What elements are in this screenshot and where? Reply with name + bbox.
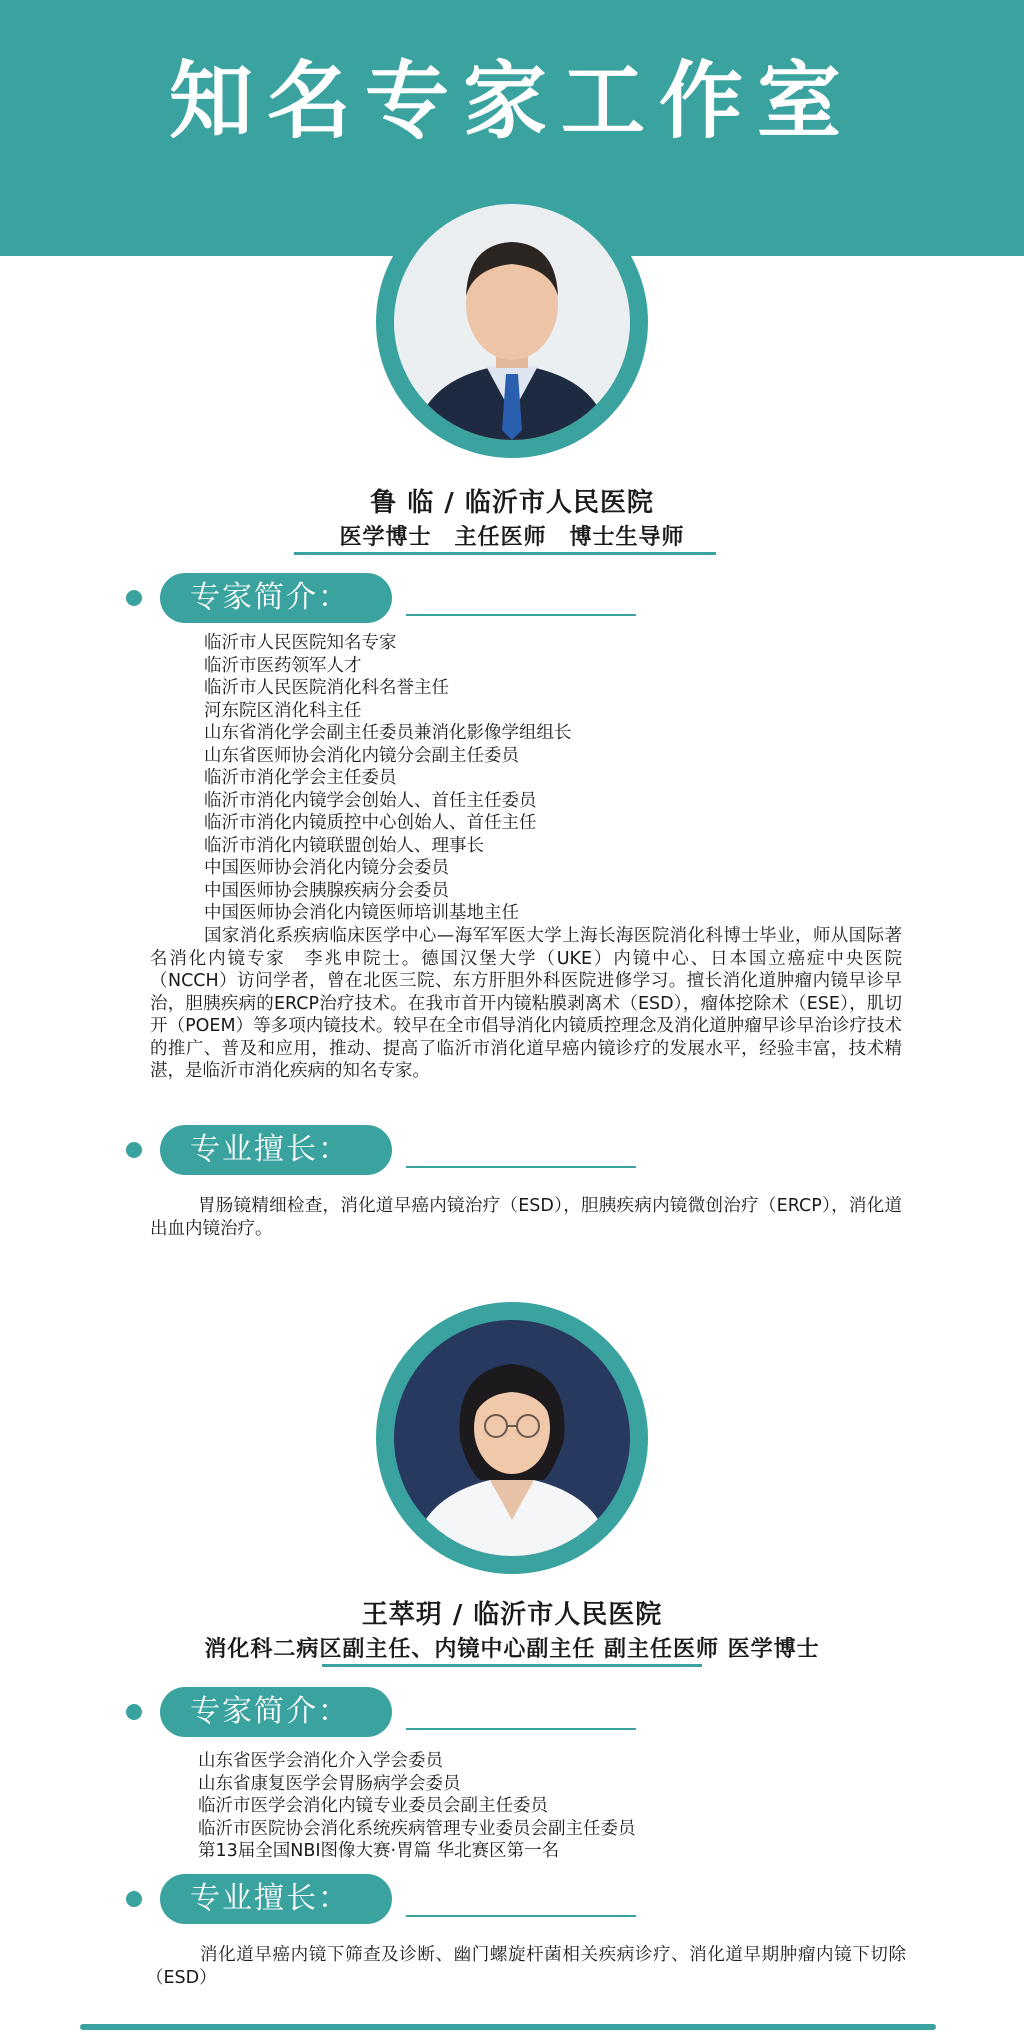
expert-2-specialty-heading: 专业擅长： (160, 1874, 392, 1924)
list-item: 山东省康复医学会胃肠病学会委员 (198, 1773, 461, 1794)
expert-2-underline (322, 1664, 702, 1667)
list-item: 临沂市消化内镜联盟创始人、理事长 (204, 835, 484, 856)
list-item: 中国医师协会消化内镜分会委员 (204, 858, 449, 878)
list-item: 临沂市医院协会消化系统疾病管理专业委员会副主任委员 (198, 1818, 636, 1839)
list-item: 山东省消化学会副主任委员兼消化影像学组组长 (204, 723, 572, 743)
list-item: 临沂市人民医院消化科名誉主任 (204, 678, 449, 698)
list-item: 临沂市医学会消化内镜专业委员会副主任委员 (198, 1796, 548, 1816)
expert-2-intro-heading: 专家简介： (160, 1687, 392, 1737)
expert-2-intro-list (198, 1750, 636, 1863)
list-item: 山东省医师协会消化内镜分会副主任委员 (204, 745, 519, 766)
dot-icon (126, 1142, 142, 1158)
expert-2-specialty-rule (406, 1915, 636, 1917)
list-item: 临沂市消化学会主任委员 (204, 768, 397, 788)
expert-2-intro-rule (406, 1728, 636, 1730)
list-item: 山东省医学会消化介入学会委员 (198, 1751, 443, 1771)
expert-1-portrait (394, 204, 630, 440)
expert-1-specialty-heading: 专业擅长： (160, 1125, 392, 1175)
bottom-rule (80, 2024, 936, 2030)
list-item: 临沂市人民医院知名专家 (204, 633, 397, 653)
expert-1-specialty-paragraph: 胃肠镜精细检查，消化道早癌内镜治疗（ESD），胆胰疾病内镜微创治疗（ERCP），消化道出血内镜治疗。 (150, 1196, 902, 1239)
expert-1-underline (294, 552, 716, 555)
list-item: 临沂市消化内镜学会创始人、首任主任委员 (204, 790, 537, 811)
expert-1-titles: 医学博士 主任医师 博士生导师 (339, 525, 685, 550)
expert-2-portrait (394, 1320, 630, 1556)
list-item: 中国医师协会胰腺疾病分会委员 (204, 880, 449, 901)
expert-1-intro-rule (406, 614, 636, 616)
expert-2-titles: 消化科二病区副主任、内镜中心副主任 副主任医师 医学博士 (204, 1637, 820, 1662)
expert-1-photo-frame (376, 186, 648, 458)
expert-1-name: 鲁 临 / 临沂市人民医院 (370, 488, 654, 518)
list-item: 中国医师协会消化内镜医师培训基地主任 (204, 903, 519, 923)
expert-2-specialty-paragraph: 消化道早癌内镜下筛查及诊断、幽门螺旋杆菌相关疾病诊疗、消化道早期肿瘤内镜下切除（ESD） (146, 1945, 906, 1988)
expert-2-name: 王萃玥 / 临沂市人民医院 (361, 1600, 663, 1630)
list-item: 临沂市消化内镜质控中心创始人、首任主任 (204, 813, 537, 833)
list-item: 临沂市医药领军人才 (204, 655, 362, 676)
list-item: 第13届全国NBI图像大赛·胃篇 华北赛区第一名 (198, 1841, 560, 1861)
expert-1-specialty-rule (406, 1166, 636, 1168)
page-title: 知名专家工作室 (168, 52, 855, 150)
list-item: 河东院区消化科主任 (204, 700, 362, 721)
expert-1-intro-list (204, 632, 572, 925)
expert-1-intro-heading: 专家简介： (160, 573, 392, 623)
dot-icon (126, 1704, 142, 1720)
dot-icon (126, 590, 142, 606)
expert-2-photo-frame (376, 1302, 648, 1574)
expert-1-intro-paragraph: 国家消化系疾病临床医学中心—海军军医大学上海长海医院消化科博士毕业，师从国际著名消化内镜专家 李兆申院士。德国汉堡大学（UKE）内镜中心、日本国立癌症中央医院（NCCH）访问学者，曾在北医三院、东方肝胆外科医院进修学习。擅长消化道肿瘤内镜早诊早治，胆胰疾病的ERCP治疗技术。在我市首开内镜粘膜剥离术（ESD），瘤体挖除术（ESE），肌切开（POEM）等多项内镜技术。较早在全市倡导消化内镜质控理念及消化道肿瘤早诊早治诊疗技术的推广、普及和应用，推动、提高了临沂市消化道早癌内镜诊疗的发展水平，经验丰富，技术精湛，是临沂市消化疾病的知名专家。 (150, 926, 902, 1081)
dot-icon (126, 1891, 142, 1907)
